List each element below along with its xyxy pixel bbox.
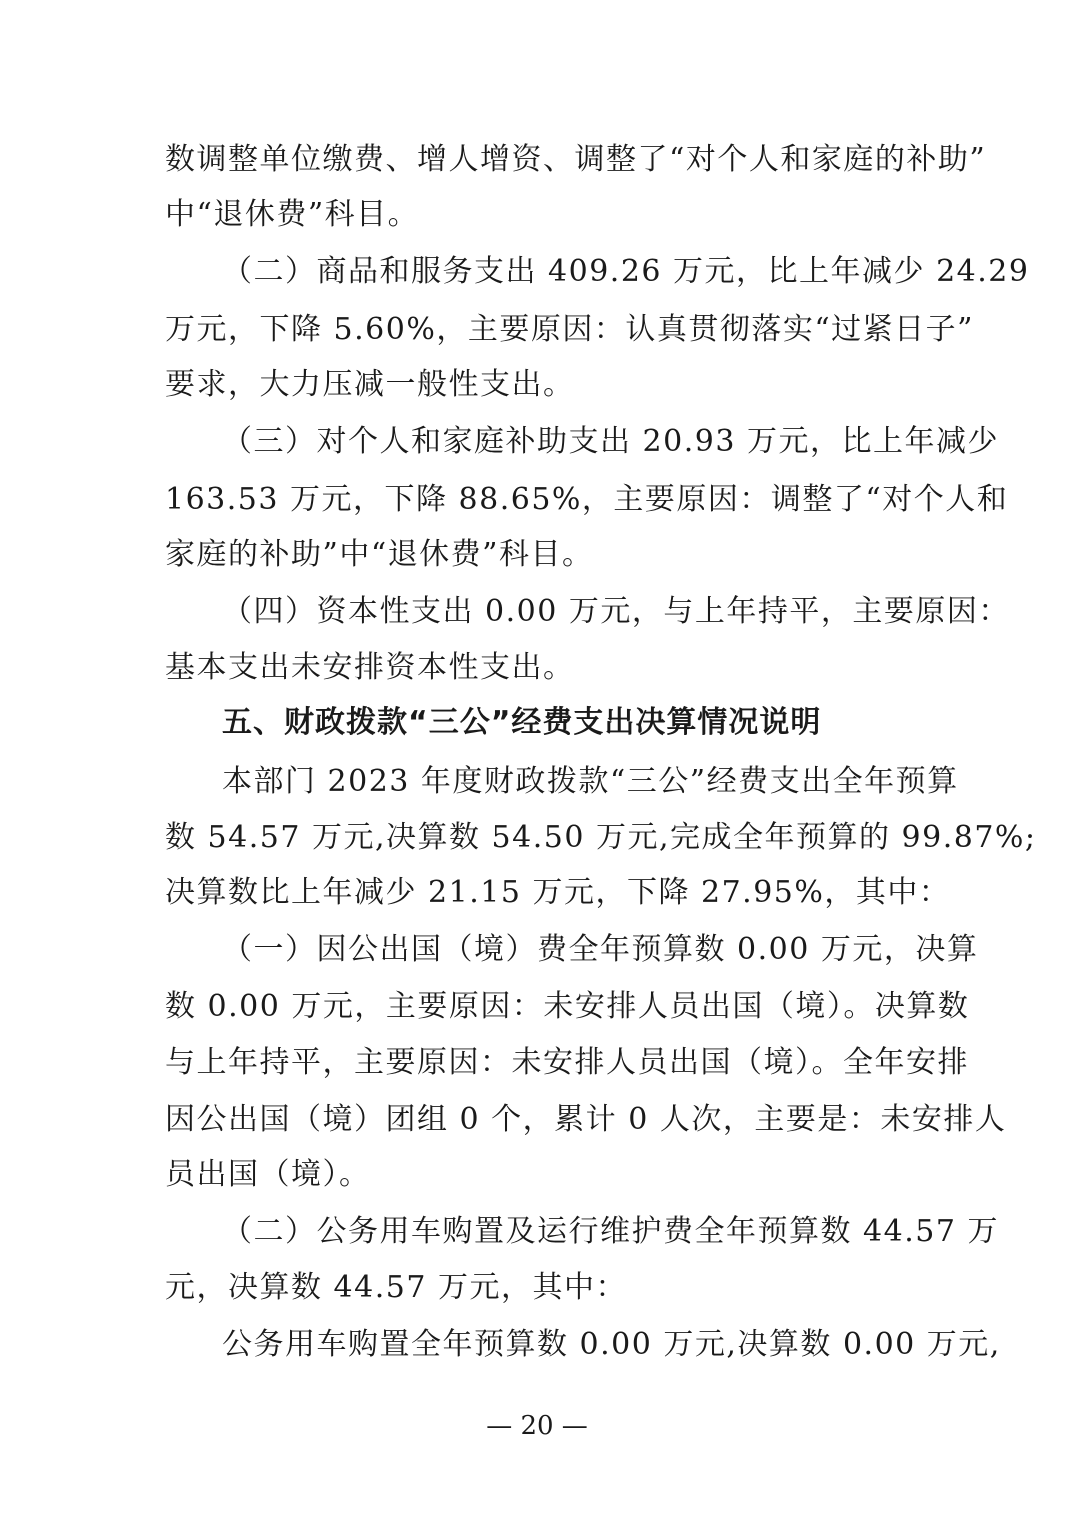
- paragraph-line: （一）因公出国（境）费全年预算数 0.00 万元，决算: [222, 932, 979, 967]
- paragraph-line: 数 54.57 万元,决算数 54.50 万元,完成全年预算的 99.87%;: [165, 820, 1037, 855]
- paragraph-line: 决算数比上年减少 21.15 万元，下降 27.95%，其中：: [165, 875, 951, 910]
- paragraph-line: 本部门 2023 年度财政拨款“三公”经费支出全年预算: [222, 764, 959, 799]
- paragraph-line: 中“退休费”科目。: [165, 197, 420, 232]
- paragraph-line: 元，决算数 44.57 万元，其中：: [165, 1270, 627, 1305]
- paragraph-line: 公务用车购置全年预算数 0.00 万元,决算数 0.00 万元,: [222, 1327, 1001, 1362]
- page-number: — 20 —: [486, 1411, 588, 1441]
- paragraph-line: 员出国（境）。: [165, 1157, 371, 1192]
- paragraph-line: （三）对个人和家庭补助支出 20.93 万元，比上年减少: [222, 424, 999, 459]
- paragraph-line: 家庭的补助”中“退休费”科目。: [165, 537, 594, 572]
- paragraph-line: 万元，下降 5.60%，主要原因：认真贯彻落实“过紧日子”: [165, 312, 975, 347]
- paragraph-line: 数 0.00 万元，主要原因：未安排人员出国（境）。决算数: [165, 989, 970, 1024]
- paragraph-line: （二）商品和服务支出 409.26 万元，比上年减少 24.29: [222, 254, 1030, 289]
- paragraph-line: 数调整单位缴费、增人增资、调整了“对个人和家庭的补助”: [165, 142, 987, 177]
- paragraph-line: 163.53 万元，下降 88.65%，主要原因：调整了“对个人和: [165, 482, 1009, 517]
- paragraph-line: （四）资本性支出 0.00 万元，与上年持平，主要原因：: [222, 594, 1010, 629]
- paragraph-line: （二）公务用车购置及运行维护费全年预算数 44.57 万: [222, 1214, 999, 1249]
- paragraph-line: 要求，大力压减一般性支出。: [165, 367, 575, 402]
- paragraph-line: 基本支出未安排资本性支出。: [165, 650, 575, 685]
- paragraph-line: 与上年持平，主要原因：未安排人员出国（境）。全年安排: [165, 1045, 969, 1080]
- section-heading: 五、财政拨款“三公”经费支出决算情况说明: [222, 705, 822, 740]
- paragraph-line: 因公出国（境）团组 0 个，累计 0 人次，主要是：未安排人: [165, 1102, 1007, 1137]
